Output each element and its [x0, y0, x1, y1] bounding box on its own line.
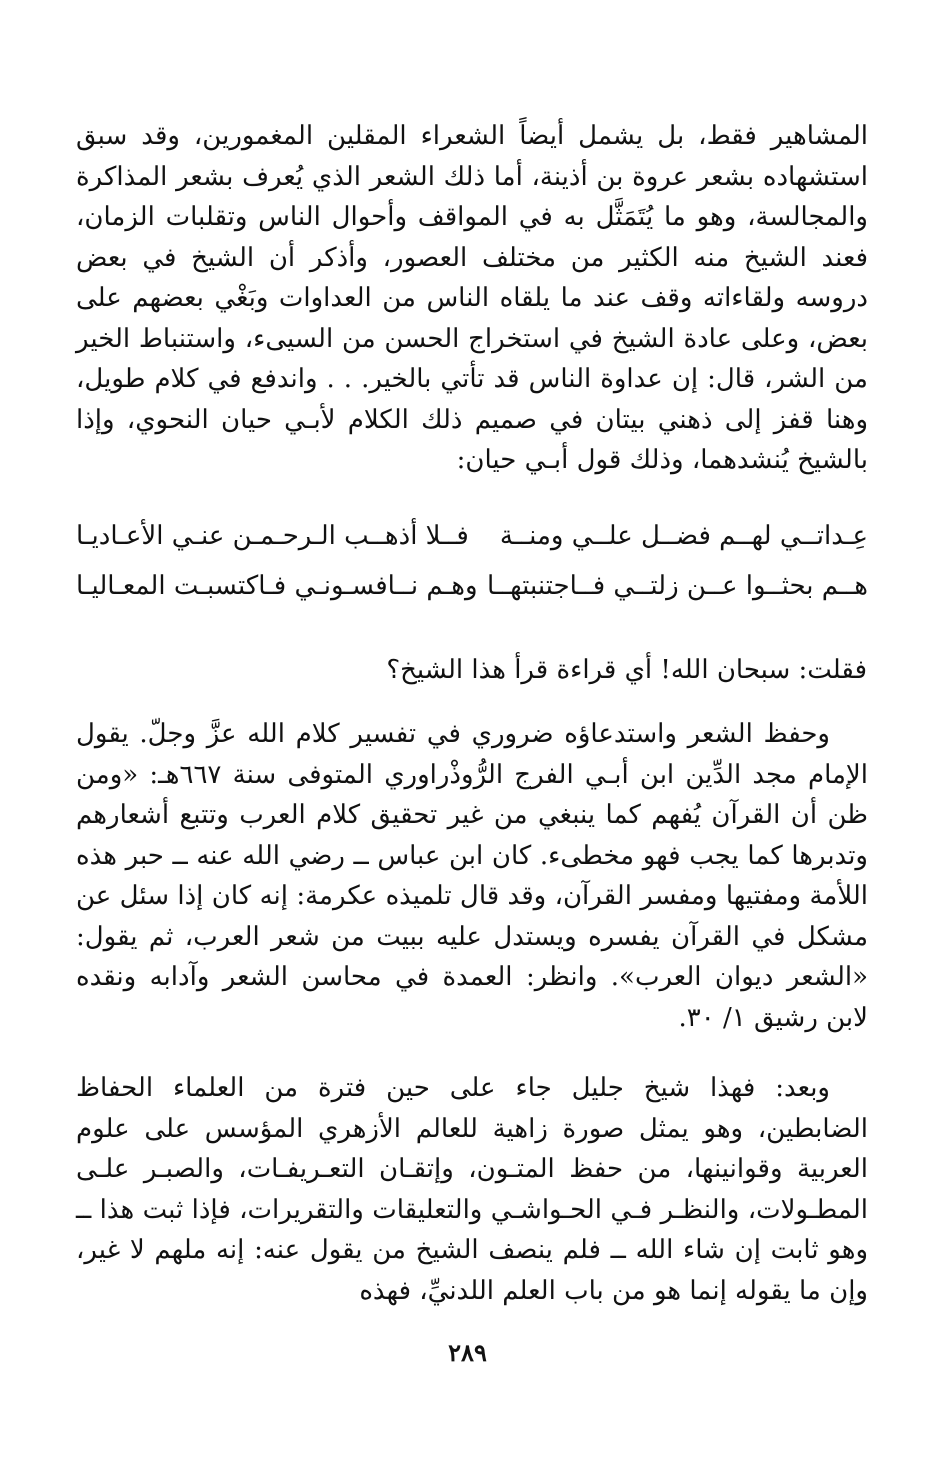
paragraph-1 — [76, 116, 868, 481]
quote-line: فقلت: سبحان الله! أي قراءة قرأ هذا الشيخ؟ — [386, 655, 867, 685]
paragraph-2-text: وحفظ الشعر واستدعاؤه ضروري في تفسير كلام الله عزَّ وجلّ. يقول الإمام مجد الدِّين ابن أبـي الفرج الرُّوذْراوري المتوفى سنة ٦٦٧هـ: «ومن ظن أن القرآن يُفهم كما ينبغي من غير تحقيق كلام العرب وتتبع أشعارهم وتدبرها كما يجب فهو مخطىء. كان ابن عباس ــ رضي الله عنه ــ حبر هذه اللأمة ومفتيها ومفسر القرآن، وقد قال تلميذه عكرمة: إنه كان إذا سئل عن مشكل في القرآن يفسره ويستدل عليه ببيت من شعر العرب، ثم يقول: «الشعر ديوان العرب». وانظر: العمدة في محاسن الشعر وآدابه ونقده لابن رشيق ١/ ٣٠. — [76, 719, 868, 1033]
page-number: ٢٨٩ — [448, 1338, 487, 1367]
paragraph-3 — [76, 1068, 868, 1311]
paragraph-3-text: وبعد: فهذا شيخ جليل جاء على حين فترة من العلماء الحفاظ الضابطين، وهو يمثل صورة زاهية للعالم الأزهري المؤسس على علوم العربية وقوانينها، من حفظ المتـون، وإتقـان التعـريفـات، والصبـر علـى المطـولات، والنظـر فـي الحـواشـي والتعليقات والتقريرات، فإذا ثبت هذا ــ وهو ثابت إن شاء الله ــ فلم ينصف الشيخ من يقول عنه: إنه ملهم لا غير، وإن ما يقوله إنما هو من باب العلم اللدنيِّ، فهذه — [76, 1073, 868, 1306]
paragraph-1-text: المشاهير فقط، بل يشمل أيضاً الشعراء المقلين المغمورين، وقد سبق استشهاده بشعر عروة بن أذينة، أما ذلك الشعر الذي يُعرف بشعر المذاكرة والمجالسة، وهو ما يُتَمَثَّل به في المواقف وأحوال الناس وتقلبات الزمان، فعند الشيخ منه الكثير من مختلف العصور، وأذكر أن الشيخ في بعض دروسه ولقاءاته وقف عند ما يلقاه الناس من العداوات وبَغْي بعضهم على بعض، وعلى عادة الشيخ في استخراج الحسن من السيىء، واستنباط الخير من الشر، قال: إن عداوة الناس قد تأتي بالخير. . . واندفع في كلام طويل، وهنا قفز إلى ذهني بيتان في صميم ذلك الكلام لأبـي حيان النحوي، وإذا بالشيخ يُنشدهما، وذلك قول أبـي حيان: — [76, 121, 869, 475]
verse-1-first-hemistich: عِـداتــي لهــم فضــل علــي ومنــة — [499, 521, 868, 551]
verse-2-first-hemistich: هــم بحثــوا عــن زلتــي فــاجتنبتهــا — [486, 571, 868, 601]
verse-1-second-hemistich: فــلا أذهــب الـرحـمـن عنـي الأعـاديـا — [76, 521, 469, 551]
paragraph-2 — [76, 714, 868, 1038]
verse-2-second-hemistich: وهـم نــافسـونـي فـاكتسبـت المعـاليـا — [76, 571, 478, 601]
